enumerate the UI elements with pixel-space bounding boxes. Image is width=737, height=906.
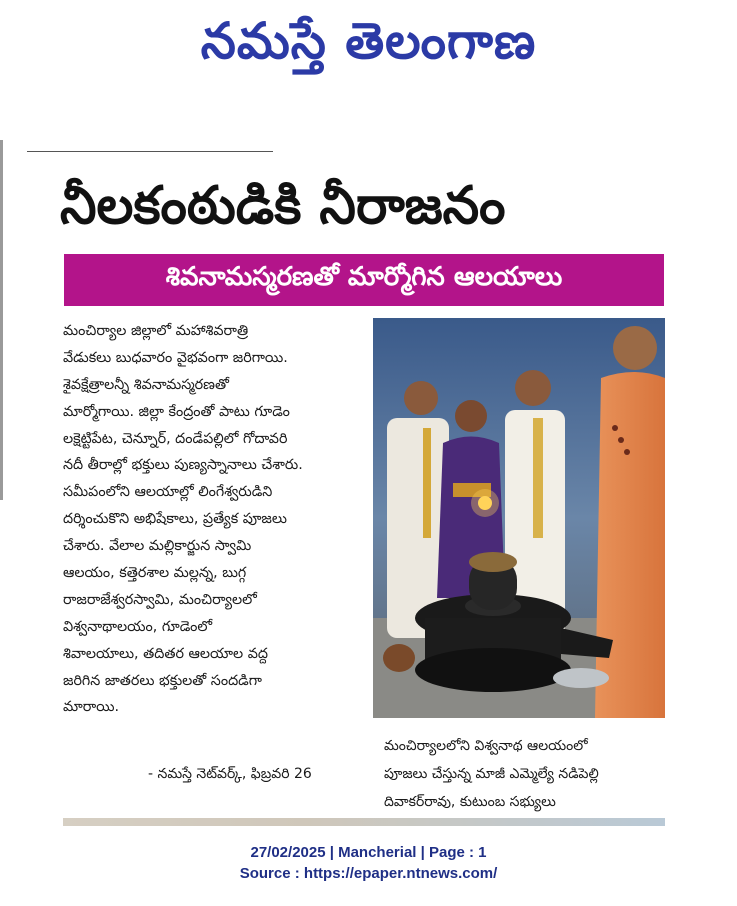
body-line: జరిగిన జాతరలు భక్తులతో సందడిగా xyxy=(63,672,262,689)
caption-line: మంచిర్యాలలోని విశ్వనాథ ఆలయంలో xyxy=(384,738,588,754)
body-line: చేశారు. వేలాల మల్లికార్జున స్వామి xyxy=(63,538,252,555)
body-line: సమీపంలోని ఆలయాల్లో లింగేశ్వరుడిని xyxy=(63,484,273,501)
top-divider xyxy=(27,151,273,152)
body-line: శైవక్షేత్రాలన్నీ శివనామస్మరణతో xyxy=(63,376,229,393)
caption-line: దివాకర్‌రావు, కుటుంబ సభ్యులు xyxy=(384,794,556,810)
body-line: మార్మోగాయి. జిల్లా కేంద్రంతో పాటు గూడెం xyxy=(63,403,290,420)
body-line: రాజరాజేశ్వరస్వామి, మంచిర్యాలలో xyxy=(63,591,257,608)
body-line: లక్షెట్టిపేట, చెన్నూర్, దండేపల్లిలో గోదావరి xyxy=(63,430,288,447)
next-article-strip xyxy=(63,818,665,826)
article-subheadline: శివనామస్మరణతో మార్మోగిన ఆలయాలు xyxy=(165,262,563,292)
temple-photo xyxy=(373,318,665,718)
body-line: వేడుకలు బుధవారం వైభవంగా జరిగాయి. xyxy=(63,349,288,366)
body-line: మారాయి. xyxy=(63,699,120,716)
body-line: విశ్వనాథాలయం, గూడెంలో xyxy=(63,618,213,635)
source-link[interactable]: Source : https://epaper.ntnews.com/ xyxy=(239,865,498,882)
body-line: ఆలయం, కత్తెరశాల మల్లన్న, బుగ్గ xyxy=(63,565,247,582)
photo-caption xyxy=(384,732,664,816)
masthead-title: నమస్తే తెలంగాణ xyxy=(200,12,537,70)
article-headline: నీలకంఠుడికి నీరాజనం xyxy=(60,176,506,236)
edition-info: 27/02/2025 | Mancherial | Page : 1 xyxy=(250,844,487,861)
body-line: నదీ తీరాల్లో భక్తులు పుణ్యస్నానాలు చేశారు. xyxy=(63,457,303,474)
body-line: దర్శించుకొని అభిషేకాలు, ప్రత్యేక పూజలు xyxy=(63,511,287,528)
article-byline: - నమస్తే నెట్‌వర్క్, ఫిబ్రవరి 26 xyxy=(148,766,312,782)
body-line: మంచిర్యాల జిల్లాలో మహాశివరాత్రి xyxy=(63,323,249,339)
page-footer xyxy=(0,842,737,884)
left-page-edge xyxy=(0,140,3,500)
article-body xyxy=(63,318,361,721)
body-line: శివాలయాలు, తదితర ఆలయాల వద్ద xyxy=(63,645,268,662)
caption-line: పూజలు చేస్తున్న మాజీ ఎమ్మెల్యే నడిపెల్లి xyxy=(384,766,599,782)
subheadline-bar xyxy=(64,254,664,306)
